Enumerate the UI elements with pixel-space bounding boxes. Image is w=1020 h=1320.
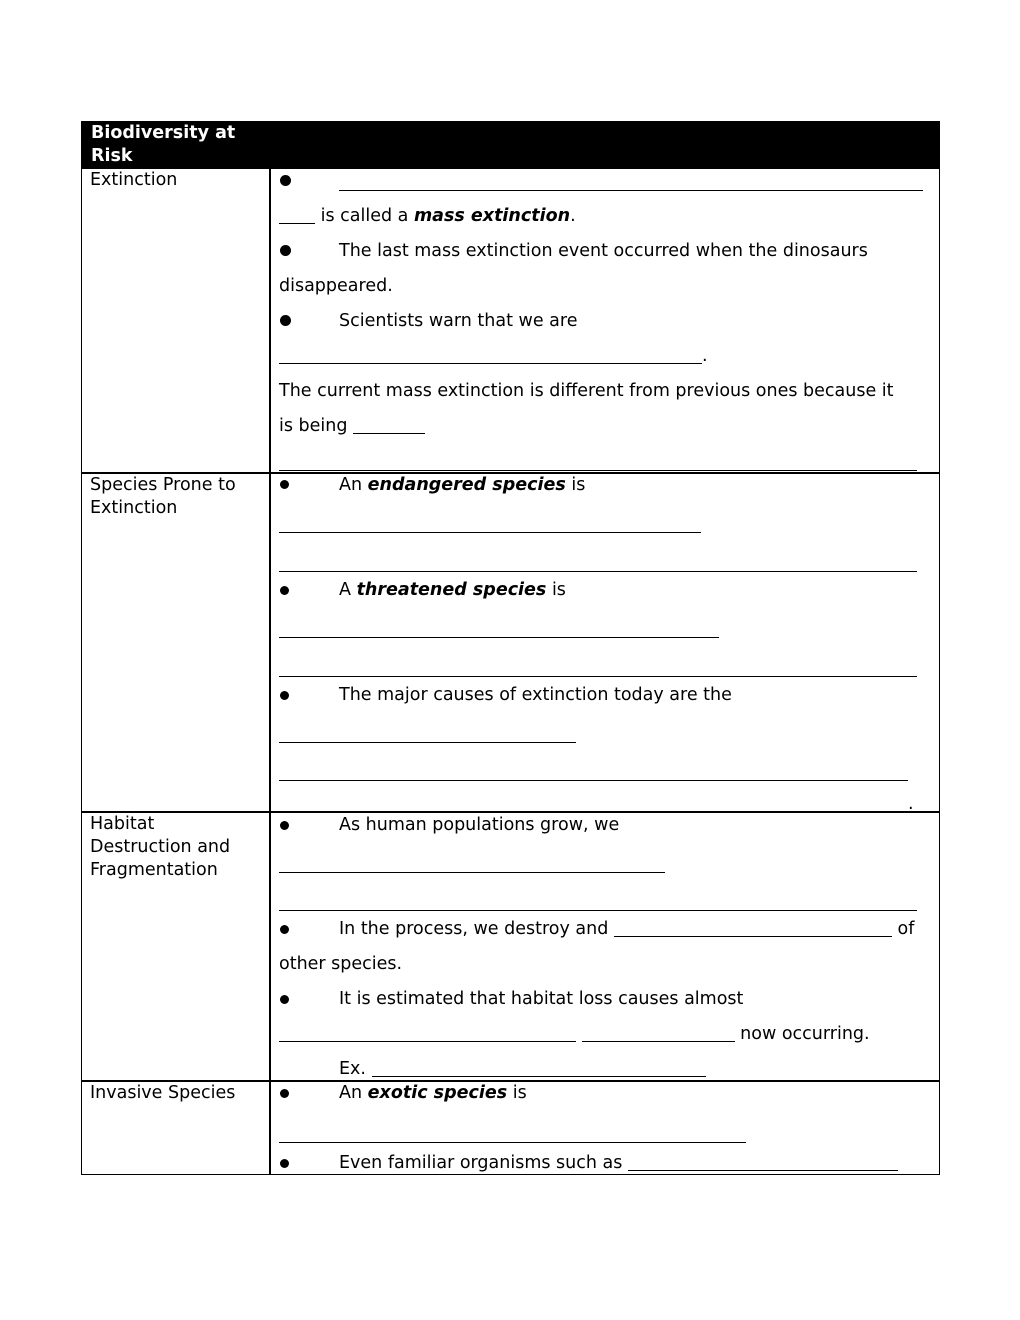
text: other species. (279, 954, 403, 974)
answer-blank[interactable] (279, 853, 665, 873)
answer-blank[interactable] (279, 618, 719, 638)
answer-blank[interactable] (279, 657, 917, 677)
text: now occurring. (740, 1024, 870, 1044)
worksheet-table (81, 121, 940, 1175)
answer-blank[interactable] (339, 171, 923, 191)
answer-blank[interactable] (353, 414, 425, 434)
answer-blank[interactable] (372, 1057, 706, 1077)
answer-blank[interactable] (279, 204, 315, 224)
row-label-invasive: Invasive Species (90, 1083, 236, 1103)
text: In the process, we destroy and (339, 919, 609, 939)
bullet-icon (280, 691, 289, 700)
text: is (551, 580, 566, 600)
answer-blank[interactable] (279, 451, 917, 471)
bullet-icon (280, 245, 291, 256)
text: is (571, 475, 586, 495)
term-exotic-species: exotic species (367, 1083, 508, 1103)
table-title: Biodiversity at Risk (91, 123, 236, 166)
text: disappeared. (279, 276, 393, 296)
answer-blank[interactable] (279, 761, 908, 781)
answer-blank[interactable] (279, 723, 576, 743)
answer-blank[interactable] (279, 513, 701, 533)
text: is being (279, 416, 348, 436)
text: The last mass extinction event occurred when the dinosaurs (339, 241, 868, 261)
answer-blank[interactable] (279, 1022, 576, 1042)
text: . (908, 794, 914, 814)
row-label-habitat: Habitat Destruction and Fragmentation (90, 814, 231, 880)
bullet-icon (280, 315, 291, 326)
text: Even familiar organisms such as (339, 1153, 623, 1173)
answer-blank[interactable] (628, 1151, 898, 1171)
bullet-icon (280, 480, 289, 489)
text: The major causes of extinction today are the (339, 685, 732, 705)
text: An (339, 1083, 363, 1103)
row-label-extinction: Extinction (90, 170, 178, 190)
answer-blank[interactable] (279, 891, 917, 911)
text: An (339, 475, 363, 495)
text: It is estimated that habitat loss causes almost (339, 989, 744, 1009)
text: Ex. (339, 1059, 366, 1079)
term-mass-extinction: mass extinction (413, 206, 571, 226)
answer-blank[interactable] (279, 1123, 746, 1143)
column-divider (269, 169, 271, 1175)
answer-blank[interactable] (279, 552, 917, 572)
bullet-icon (280, 1159, 289, 1168)
bullet-icon (280, 925, 289, 934)
bullet-icon (280, 175, 291, 186)
row-label-species-prone: Species Prone to Extinction (90, 475, 236, 518)
term-endangered-species: endangered species (367, 475, 566, 495)
term-threatened-species: threatened species (356, 580, 547, 600)
text: As human populations grow, we (339, 815, 620, 835)
table-header (81, 121, 940, 169)
text: Scientists warn that we are (339, 311, 578, 331)
text: . (702, 346, 708, 366)
text: is called a (320, 206, 409, 226)
answer-blank[interactable] (279, 344, 702, 364)
bullet-icon (280, 586, 289, 595)
bullet-icon (280, 1089, 289, 1098)
text: . (570, 206, 576, 226)
bullet-icon (280, 821, 289, 830)
text: is (512, 1083, 527, 1103)
bullet-icon (280, 995, 289, 1004)
answer-blank[interactable] (582, 1022, 735, 1042)
text: A (339, 580, 351, 600)
answer-blank[interactable] (279, 792, 908, 812)
text: of (897, 919, 915, 939)
text: The current mass extinction is different from previous ones because it (279, 381, 894, 401)
answer-blank[interactable] (614, 917, 892, 937)
